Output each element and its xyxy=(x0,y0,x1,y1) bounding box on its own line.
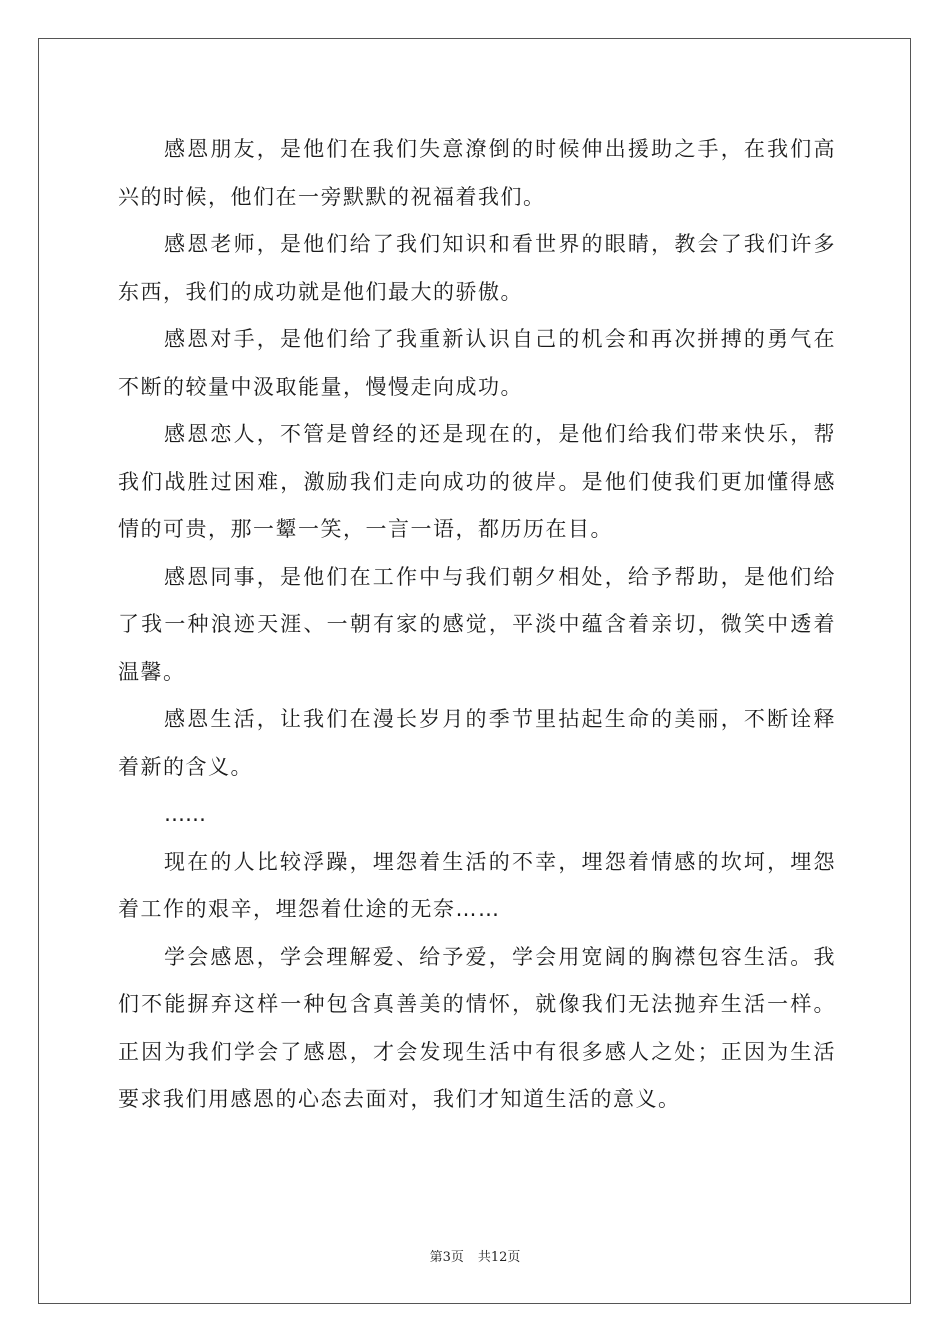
paragraph-colleagues: 感恩同事，是他们在工作中与我们朝夕相处，给予帮助，是他们给了我一种浪迹天涯、一朝有家的感觉，平淡中蕴含着亲切，微笑中透着温馨。 xyxy=(118,564,836,684)
document-body xyxy=(118,126,836,1124)
paragraph-friends: 感恩朋友，是他们在我们失意潦倒的时候伸出援助之手，在我们高兴的时候，他们在一旁默默的祝福着我们。 xyxy=(118,137,836,209)
paragraph-learn-gratitude: 学会感恩，学会理解爱、给予爱，学会用宽阔的胸襟包容生活。我们不能摒弃这样一种包含真善美的情怀，就像我们无法抛弃生活一样。正因为我们学会了感恩，才会发现生活中有很多感人之处；正因为生活要求我们用感恩的心态去面对，我们才知道生活的意义。 xyxy=(118,944,836,1111)
paragraph-ellipsis: …… xyxy=(164,802,206,826)
paragraph-opponents: 感恩对手，是他们给了我重新认识自己的机会和再次拼搏的勇气在不断的较量中汲取能量，慢慢走向成功。 xyxy=(118,327,836,399)
page-footer xyxy=(0,1246,950,1265)
total-pages: 共12页 xyxy=(477,1250,521,1265)
paragraph-lovers: 感恩恋人，不管是曾经的还是现在的，是他们给我们带来快乐，帮我们战胜过困难，激励我们走向成功的彼岸。是他们使我们更加懂得感情的可贵，那一颦一笑，一言一语，都历历在目。 xyxy=(118,422,836,541)
paragraph-complaints: 现在的人比较浮躁，埋怨着生活的不幸，埋怨着情感的坎坷，埋怨着工作的艰辛，埋怨着仕途的无奈…… xyxy=(118,849,836,921)
paragraph-teachers: 感恩老师，是他们给了我们知识和看世界的眼睛，教会了我们许多东西，我们的成功就是他们最大的骄傲。 xyxy=(118,232,836,304)
current-page-number: 第3页 xyxy=(429,1250,464,1265)
paragraph-life: 感恩生活，让我们在漫长岁月的季节里拈起生命的美丽，不断诠释着新的含义。 xyxy=(118,707,836,779)
